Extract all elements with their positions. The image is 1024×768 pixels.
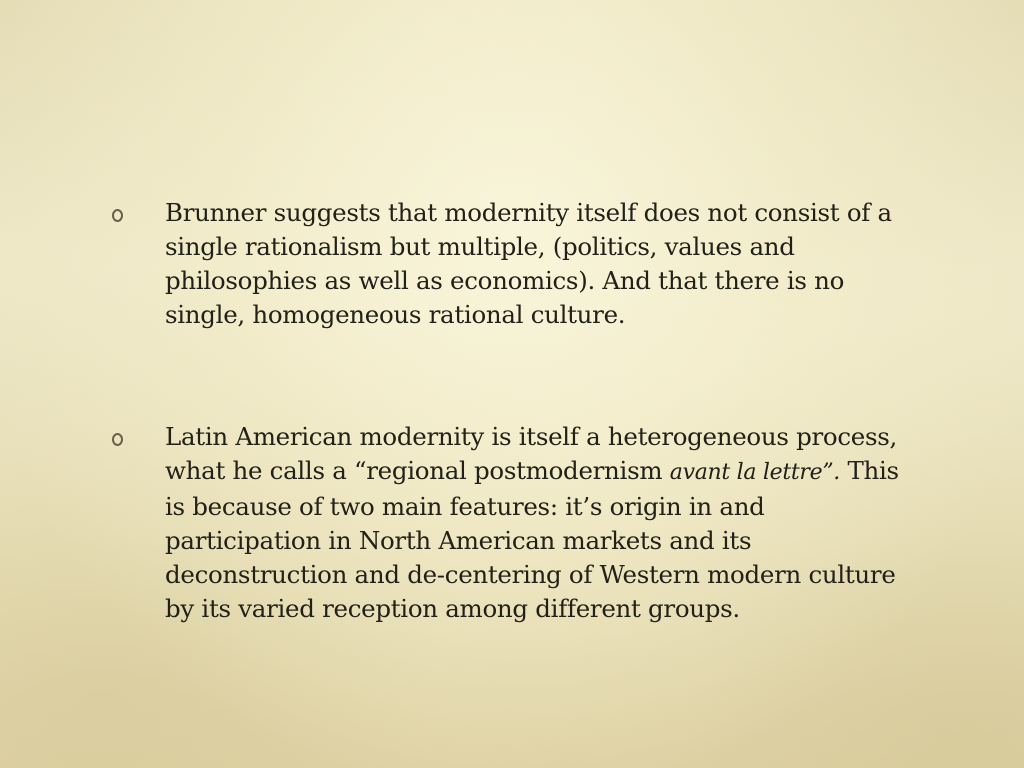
bullet-text-italic: avant la lettre”.: [669, 460, 840, 485]
hollow-circle-bullet-icon: [112, 433, 123, 446]
hollow-circle-bullet-icon: [112, 209, 123, 222]
bullet-list: [112, 196, 912, 626]
bullet-text-before: Latin American modernity is itself a heterogeneous process, what he calls a “regional postmodernism: [165, 422, 898, 485]
bullet-text-after: This is because of two main features: it’s origin in and participation in North American markets and its deconstruction and de-centering of Western modern culture by its varied reception among different groups.: [165, 456, 899, 623]
bullet-item-latin-american-modernity: [112, 420, 912, 626]
bullet-text: Brunner suggests that modernity itself does not consist of a single rationalism but multiple, (politics, values and philosophies as well as economics). And that there is no single, homogeneous rational culture.: [165, 198, 892, 329]
bullet-item-brunner: [112, 196, 912, 332]
